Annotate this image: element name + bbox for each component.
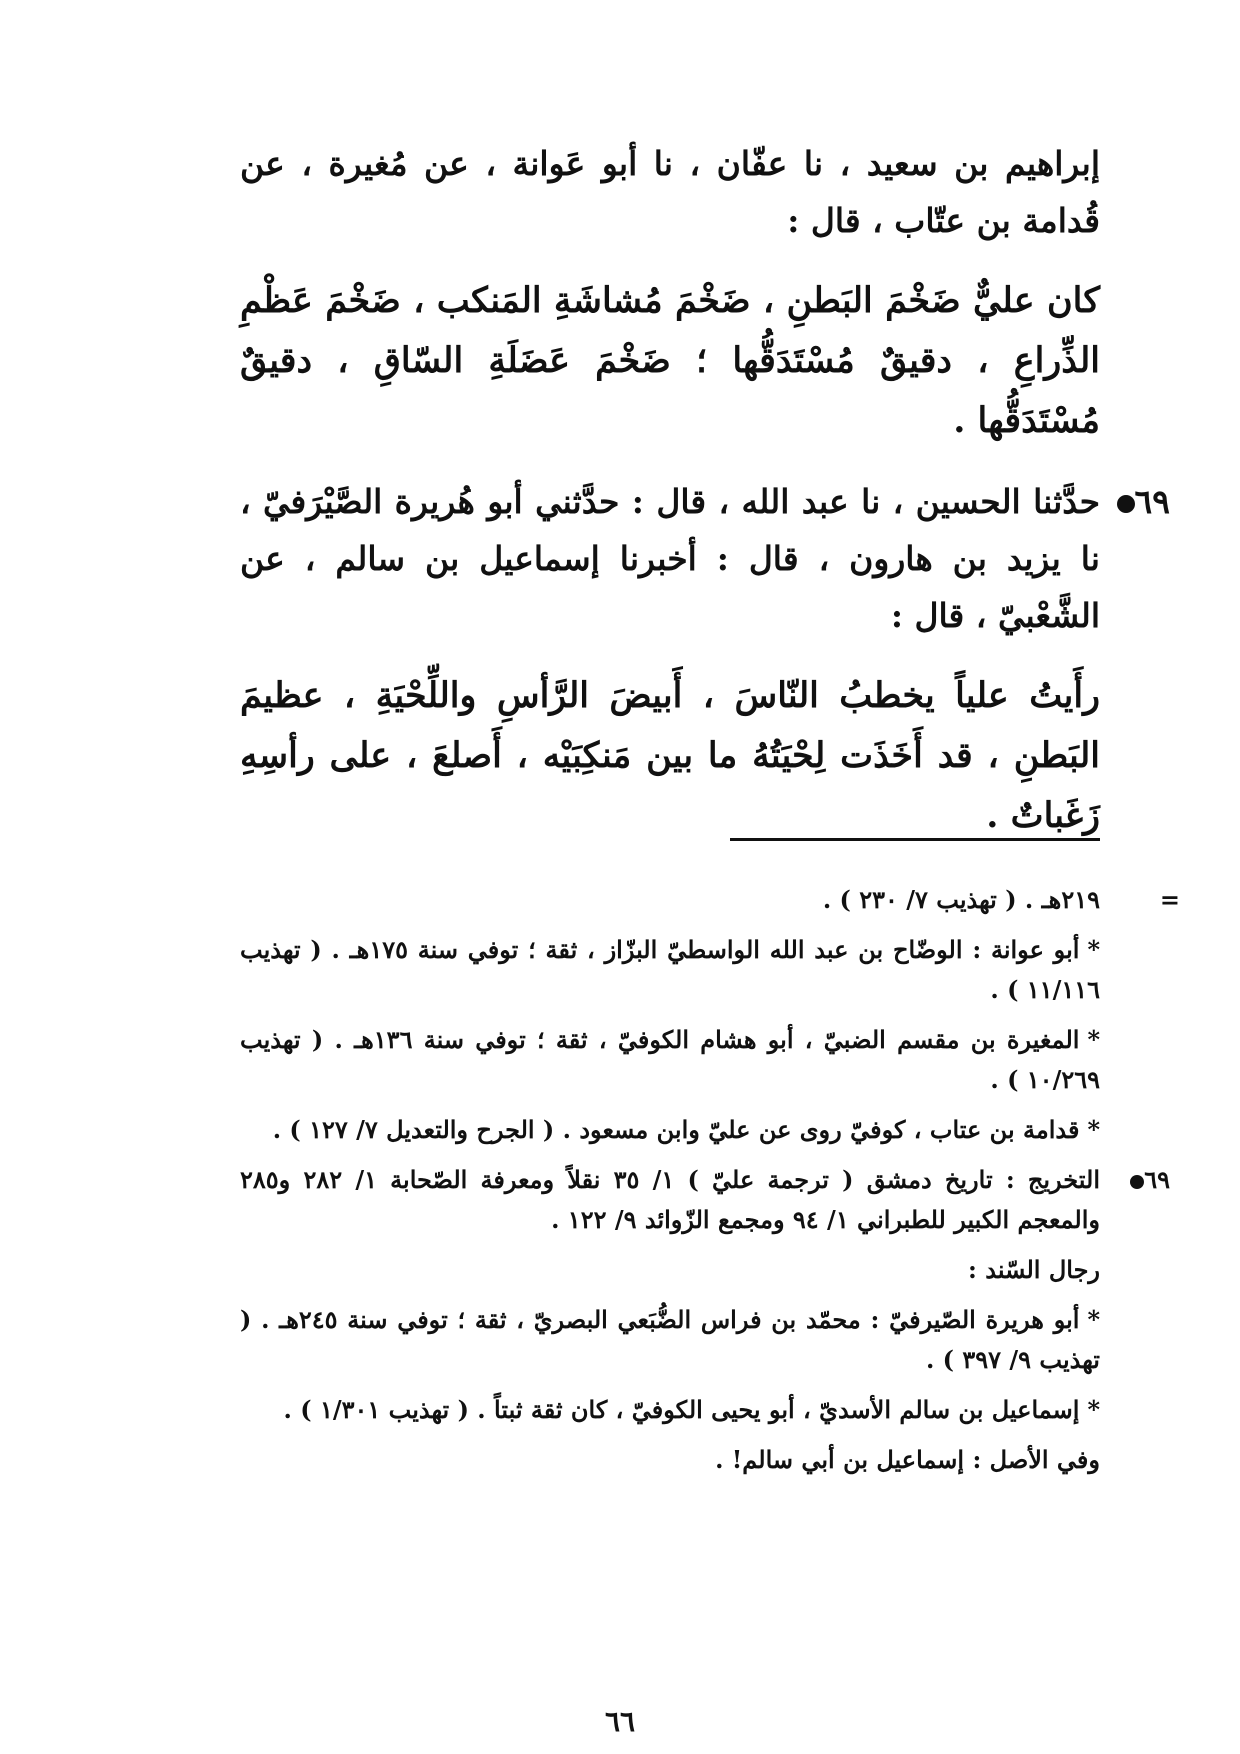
takhrij-number: ٦٩ (1124, 1160, 1170, 1200)
takhrij-note: ٦٩ التخريج : تاريخ دمشق ( ترجمة عليّ ) ١/ ٣٥ نقلاً ومعرفة الصّحابة ١/ ٢٨٢ و٢٨٥ والمعجم الكبير للطبراني ١/ ٩٤ ومجمع الزّوائد ٩/ ١٢٢ . (240, 1160, 1100, 1240)
isnad-chain-2: حدَّثنا الحسين ، نا عبد الله ، قال : حدَّثني أبو هُريرة الصَّيْرَفيّ ، نا يزيد بن هارون ، قال : أخبرنا إسماعيل بن سالم ، عن الشَّعْبيّ ، قال : (240, 482, 1100, 635)
footnote-item: *إسماعيل بن سالم الأسديّ ، أبو يحيى الكوفيّ ، كان ثقة ثبتاً . ( تهذيب ١/٣٠١ ) . (283, 1395, 1100, 1424)
bullet-icon (1130, 1175, 1144, 1189)
hadith-number: ٦٩ (1109, 473, 1170, 530)
star-icon: * (1087, 1395, 1100, 1424)
continuation-mark: = (1159, 885, 1180, 914)
main-text (240, 135, 1170, 868)
footnote-item: *قدامة بن عتاب ، كوفيّ روى عن عليّ وابن مسعود . ( الجرح والتعديل ٧/ ١٢٧ ) . (272, 1115, 1100, 1144)
bullet-icon (1117, 495, 1135, 513)
star-icon: * (1087, 1115, 1100, 1144)
footnote-item: *أبو هريرة الصّيرفيّ : محمّد بن فراس الضُّبَعي البصريّ ، ثقة ؛ توفي سنة ٢٤٥هـ . ( تهذيب ٩/ ٣٩٧ ) . (240, 1305, 1100, 1374)
star-icon: * (1087, 1025, 1100, 1054)
isnad-chain-1: إبراهيم بن سعيد ، نا عفّان ، نا أبو عَوانة ، عن مُغيرة ، عن قُدامة بن عتّاب ، قال : (240, 144, 1100, 240)
footnotes (240, 880, 1180, 1490)
footnote-divider (730, 838, 1100, 841)
hadith-text-2: رأَيتُ علياً يخطبُ النّاسَ ، أَبيضَ الرَّأسِ واللِّحْيَةِ ، عظيمَ البَطنِ ، قد أَخَذَت لِحْيَتُهُ ما بين مَنكِبَيْه ، أَصلعَ ، على رأسِهِ زَغَباتٌ . (240, 675, 1100, 836)
star-icon: * (1087, 1305, 1100, 1334)
footnote-item: *أبو عوانة : الوضّاح بن عبد الله الواسطيّ البزّاز ، ثقة ؛ توفي سنة ١٧٥هـ . ( تهذيب ١١/١١٦ ) . (240, 935, 1100, 1004)
star-icon: * (1087, 935, 1100, 964)
hadith-69 (240, 473, 1170, 846)
footnote-item: *المغيرة بن مقسم الضبيّ ، أبو هشام الكوفيّ ، ثقة ؛ توفي سنة ١٣٦هـ . ( تهذيب ١٠/٢٦٩ ) . (240, 1025, 1100, 1094)
rijal-heading: رجال السّند : (968, 1255, 1100, 1284)
footnote-continuation: = ٢١٩هـ . ( تهذيب ٧/ ٢٣٠ ) . (240, 880, 1100, 920)
hadith-text-1: كان عليٌّ ضَخْمَ البَطنِ ، ضَخْمَ مُشاشَةِ المَنكب ، ضَخْمَ عَظْمِ الذِّراعِ ، دقيقٌ مُسْتَدَقُّها ؛ ضَخْمَ عَضَلَةِ السّاقِ ، دقيقٌ مُسْتَدَقُّها . (240, 280, 1100, 441)
footnote-remark: وفي الأصل : إسماعيل بن أبي سالم! . (715, 1445, 1100, 1474)
page-number: ٦٦ (604, 1705, 636, 1738)
